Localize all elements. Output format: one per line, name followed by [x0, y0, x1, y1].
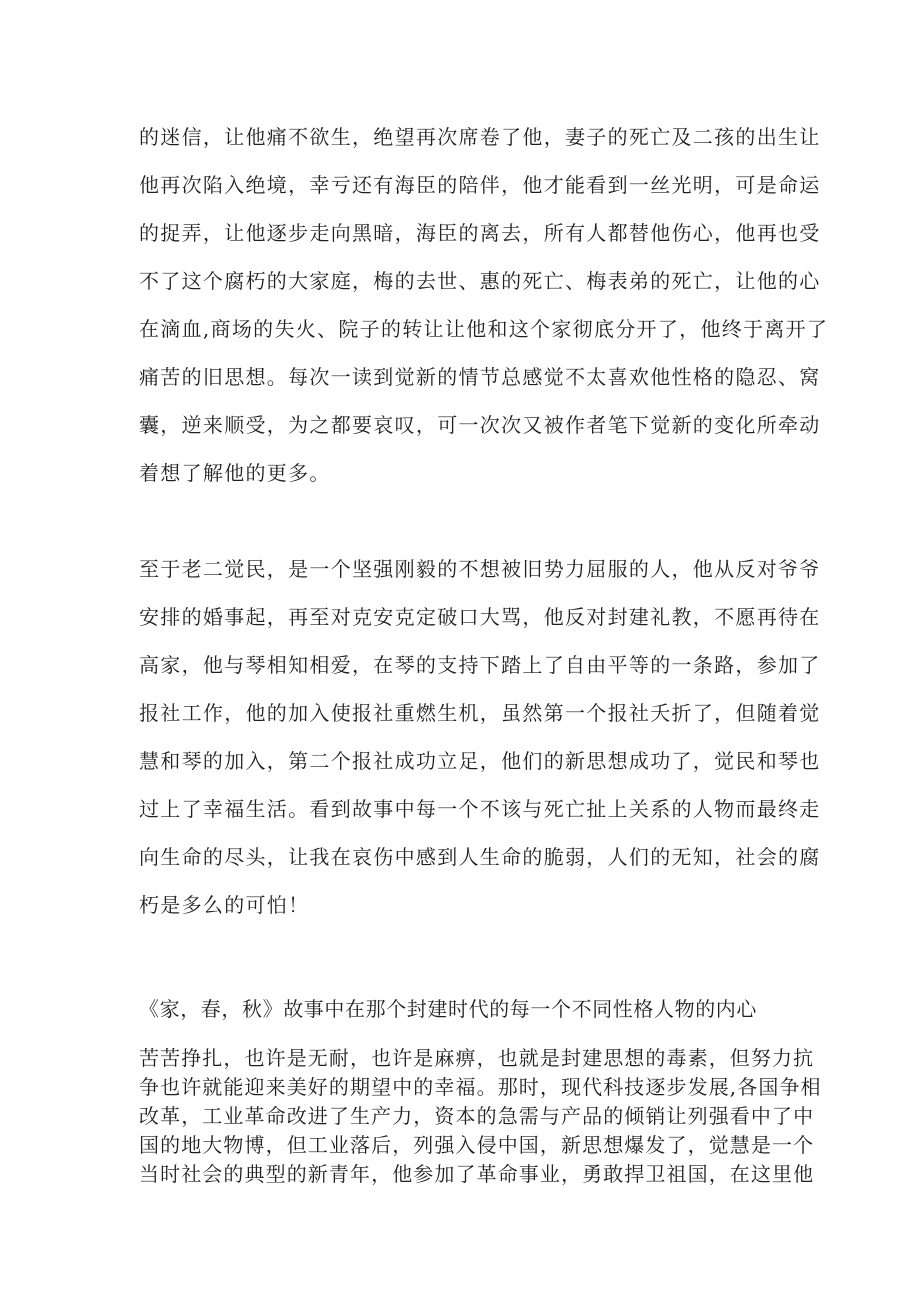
text-line: 当时社会的典型的新青年，他参加了革命事业，勇敢捍卫祖国，在这里他	[139, 1162, 815, 1186]
text-line: 过上了幸福生活。看到故事中每一个不该与死亡扯上关系的人物而最终走	[139, 797, 821, 821]
text-line: 苦苦挣扎，也许是无耐，也许是麻痹，也就是封建思想的毒素，但努力抗	[139, 1046, 815, 1070]
text-line: 在滴血,商场的失火、院子的转让让他和这个家彻底分开了，他终于离开了	[139, 317, 829, 341]
text-line: 着想了解他的更多。	[139, 461, 331, 485]
text-line: 改革，工业革命改进了生产力，资本的急需与产品的倾销让列强看中了中	[139, 1104, 815, 1128]
text-line: 的迷信，让他痛不欲生，绝望再次席卷了他，妻子的死亡及二孩的出生让	[139, 125, 821, 149]
text-line: 报社工作，他的加入使报社重燃生机，虽然第一个报社夭折了，但随着觉	[139, 701, 821, 725]
text-line: 安排的婚事起，再至对克安克定破口大骂，他反对封建礼教，不愿再待在	[139, 605, 821, 629]
text-line: 向生命的尽头，让我在哀伤中感到人生命的脆弱，人们的无知，社会的腐	[139, 845, 821, 869]
text-line: 国的地大物博，但工业落后，列强入侵中国，新思想爆发了，觉慧是一个	[139, 1133, 815, 1157]
text-line: 痛苦的旧思想。每次一读到觉新的情节总感觉不太喜欢他性格的隐忍、窝	[139, 365, 821, 389]
text-line: 至于老二觉民，是一个坚强刚毅的不想被旧势力屈服的人，他从反对爷爷	[139, 557, 821, 581]
text-line: 《家，春，秋》故事中在那个封建时代的每一个不同性格人物的内心	[139, 997, 757, 1021]
text-line: 慧和琴的加入，第二个报社成功立足，他们的新思想成功了，觉民和琴也	[139, 749, 821, 773]
text-line: 朽是多么的可怕！	[139, 893, 310, 917]
text-line: 争也许就能迎来美好的期望中的幸福。那时，现代科技逐步发展,各国争相	[139, 1075, 822, 1099]
text-line: 他再次陷入绝境，幸亏还有海臣的陪伴，他才能看到一丝光明，可是命运	[139, 173, 821, 197]
text-line: 囊，逆来顺受，为之都要哀叹，可一次次又被作者笔下觉新的变化所牵动	[139, 413, 821, 437]
text-line: 高家，他与琴相知相爱，在琴的支持下踏上了自由平等的一条路，参加了	[139, 653, 821, 677]
text-line: 的捉弄，让他逐步走向黑暗，海臣的离去，所有人都替他伤心，他再也受	[139, 221, 821, 245]
text-line: 不了这个腐朽的大家庭，梅的去世、惠的死亡、梅表弟的死亡，让他的心	[139, 269, 821, 293]
